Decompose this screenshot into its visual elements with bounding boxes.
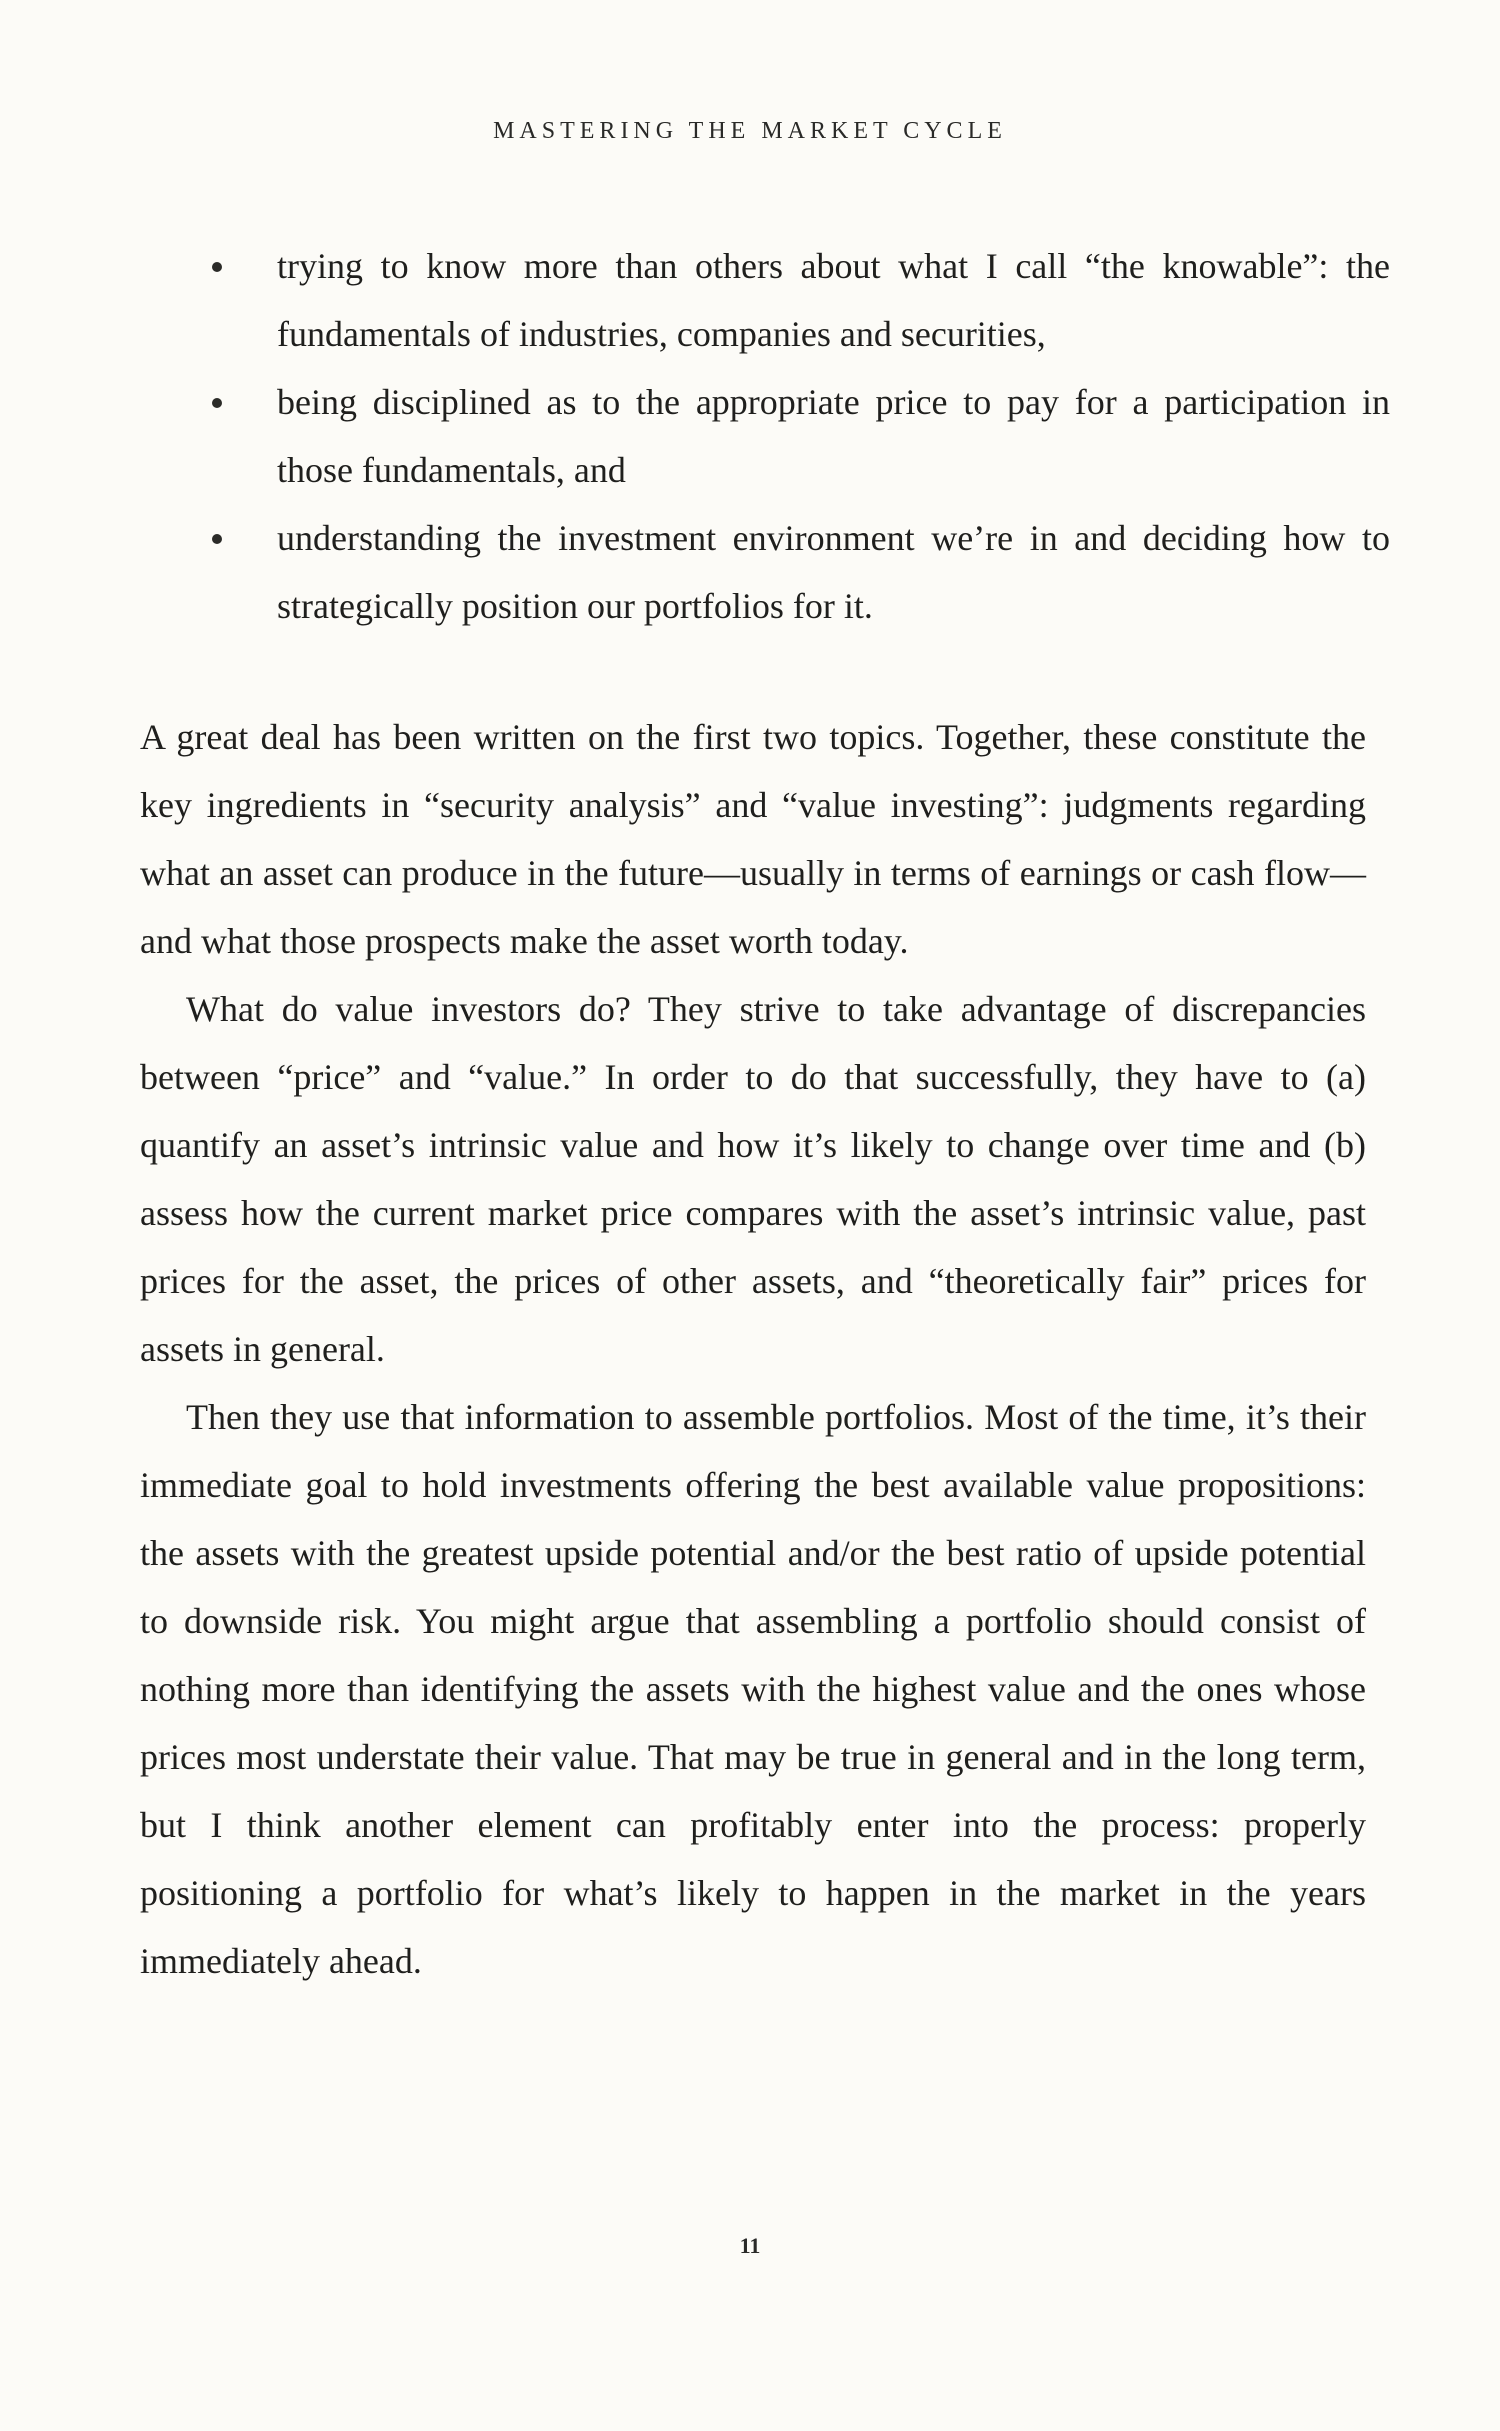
paragraph: Then they use that information to assemble portfolios. Most of the time, it’s their immediate goal to hold investments offering the best available value propositions: the assets with the greatest upside potential and/or the best ratio of upside potential to downside risk. You might argue that assembling a portfolio should consist of nothing more than identifying the assets with the highest value and the ones whose prices most understate their value. That may be true in general and in the long term, but I think another element can profitably enter into the process: properly positioning a portfolio for what’s likely to happen in the market in the years immediately ahead. xyxy=(140,1397,1366,1981)
paragraph: What do value investors do? They strive to take advantage of discrepancies between “price” and “value.” In order to do that successfully, they have to (a) quantify an asset’s intrinsic value and how it’s likely to change over time and (b) assess how the current market price compares with the asset’s intrinsic value, past prices for the asset, the prices of other assets, and “theoretically fair” prices for assets in general. xyxy=(140,989,1366,1369)
bullet-dot-icon xyxy=(212,262,222,272)
bullet-list xyxy=(190,232,1390,640)
paragraph: A great deal has been written on the first two topics. Together, these constitute the key ingredients in “security analysis” and “value investing”: judgments regarding what an asset can produce in the future—usually in terms of earnings or cash flow—and what those prospects make the asset worth today. xyxy=(140,717,1366,961)
bullet-dot-icon xyxy=(212,398,222,408)
bullet-dot-icon xyxy=(212,534,222,544)
bullet-item xyxy=(190,504,1390,640)
body-text xyxy=(140,703,1366,1995)
bullet-text: understanding the investment environment we’re in and deciding how to strategically position our portfolios for it. xyxy=(277,518,1390,626)
bullet-item xyxy=(190,368,1390,504)
bullet-text: trying to know more than others about what I call “the knowable”: the fundamentals of industries, companies and securities, xyxy=(277,246,1390,354)
page-number: 11 xyxy=(739,2233,761,2258)
bullet-item xyxy=(190,232,1390,368)
bullet-text: being disciplined as to the appropriate price to pay for a participation in those fundamentals, and xyxy=(277,382,1390,490)
running-header: MASTERING THE MARKET CYCLE xyxy=(493,118,1007,144)
